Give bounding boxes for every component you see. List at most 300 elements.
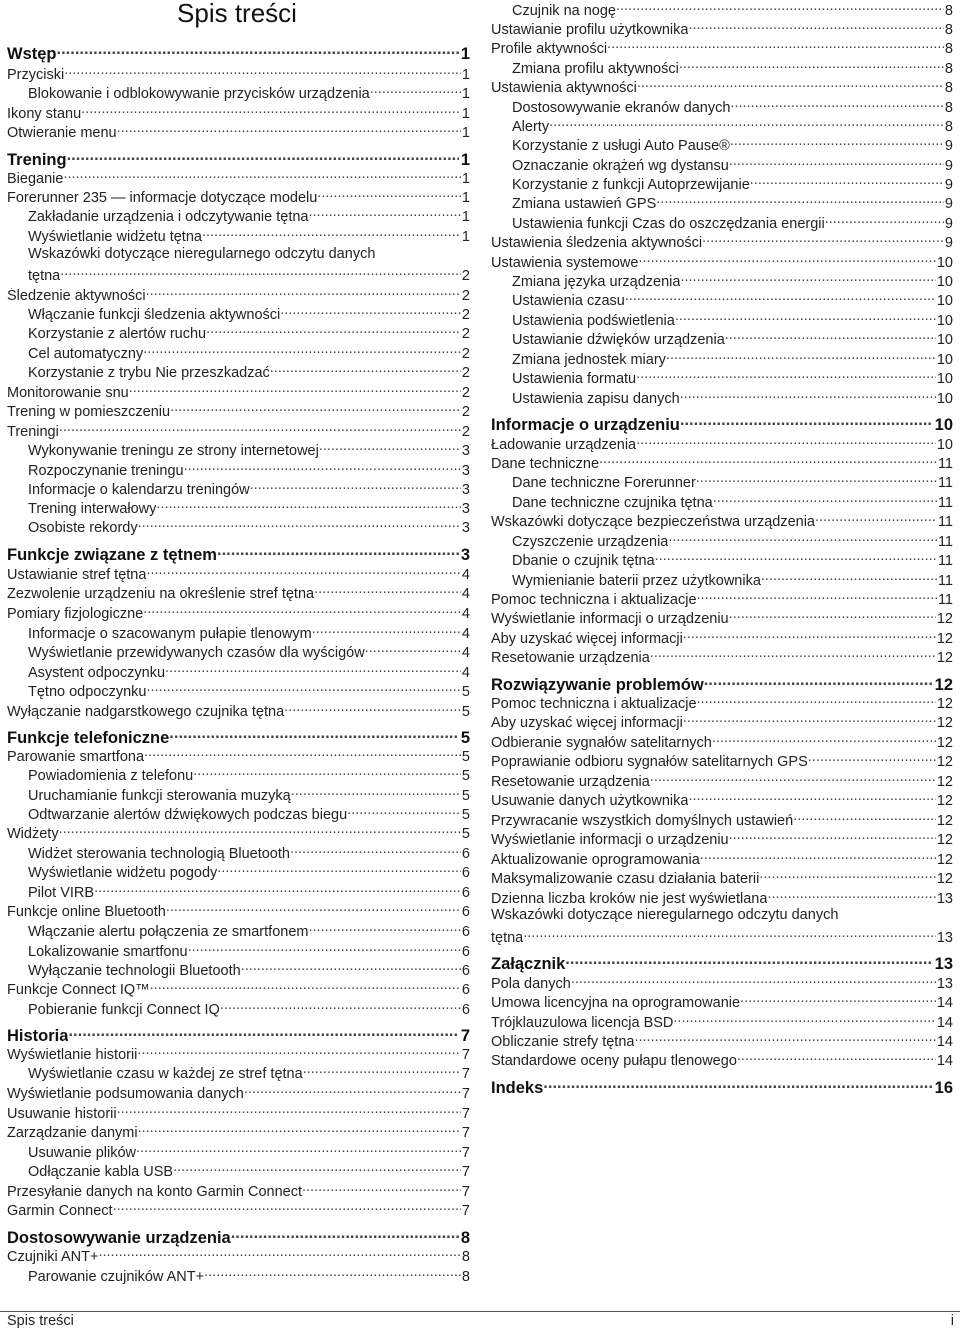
- toc-entry-link[interactable]: [7, 701, 470, 721]
- toc-dot-leader: [688, 19, 943, 34]
- toc-entry-link[interactable]: [491, 810, 953, 830]
- toc-entry-link[interactable]: [7, 823, 470, 843]
- toc-entry-link[interactable]: [28, 642, 470, 662]
- toc-entry-link[interactable]: [491, 751, 953, 771]
- toc-entry-link[interactable]: [7, 1103, 470, 1123]
- toc-dot-leader: [250, 479, 461, 494]
- toc-entry-link[interactable]: [28, 206, 470, 226]
- toc-entry-link[interactable]: [512, 531, 953, 551]
- toc-entry-title: Trening: [7, 150, 67, 169]
- toc-page-number: 11: [937, 513, 953, 530]
- toc-entry-link[interactable]: [28, 440, 470, 460]
- toc-dot-leader: [523, 927, 936, 942]
- toc-entry-link[interactable]: [512, 368, 953, 388]
- toc-entry-title: Wymienianie baterii przez użytkownika: [512, 572, 761, 589]
- toc-dot-leader: [697, 693, 936, 708]
- toc-page-number: 6: [461, 1001, 470, 1018]
- toc-entry-link[interactable]: [512, 290, 953, 310]
- toc-entry-link[interactable]: [28, 785, 470, 805]
- toc-entry-title: Ustawienia aktywności: [491, 79, 637, 96]
- toc-dot-leader: [759, 868, 935, 883]
- toc-dot-leader: [668, 531, 937, 546]
- toc-page-number: 1: [461, 105, 470, 122]
- toc-page-number: 5: [461, 806, 470, 823]
- toc-page-number: 12: [936, 792, 953, 809]
- toc-entry-title: Wstęp: [7, 44, 57, 63]
- toc-entry-title: Aktualizowanie oprogramowania: [491, 851, 700, 868]
- toc-entry-link[interactable]: [28, 265, 470, 285]
- toc-entry-link[interactable]: [512, 116, 953, 136]
- toc-dot-leader: [638, 252, 935, 267]
- toc-page-number: 11: [937, 494, 953, 511]
- toc-dot-leader: [169, 726, 459, 743]
- toc-section-link[interactable]: [7, 726, 470, 748]
- toc-dot-leader: [204, 1266, 461, 1281]
- toc-section-link[interactable]: [7, 1024, 470, 1046]
- toc-entry-link[interactable]: [512, 472, 953, 492]
- toc-entry-link[interactable]: [512, 135, 953, 155]
- toc-entry-link[interactable]: [28, 1161, 470, 1181]
- toc-dot-leader: [370, 83, 461, 98]
- toc-dot-leader: [683, 628, 936, 643]
- toc-dot-leader: [702, 232, 944, 247]
- toc-entry-link[interactable]: [491, 453, 953, 473]
- toc-dot-leader: [165, 662, 461, 677]
- toc-dot-leader: [314, 583, 461, 598]
- toc-entry-link[interactable]: [491, 1050, 953, 1070]
- toc-dot-leader: [60, 265, 461, 280]
- toc-dot-leader: [98, 1246, 460, 1261]
- toc-entry-link[interactable]: [512, 174, 953, 194]
- toc-page-number: 12: [936, 773, 953, 790]
- toc-entry-title: Widżety: [7, 825, 59, 842]
- toc-dot-leader: [146, 564, 460, 579]
- toc-page-number: 6: [461, 845, 470, 862]
- toc-entry-link[interactable]: [491, 19, 953, 39]
- toc-dot-leader: [625, 290, 936, 305]
- toc-entry-link[interactable]: [491, 732, 953, 752]
- toc-entry-title: Poprawianie odbioru sygnałów satelitarnych GPS: [491, 753, 808, 770]
- toc-entry-link[interactable]: [512, 570, 953, 590]
- footer-divider: [0, 1311, 960, 1312]
- toc-entry-link[interactable]: [28, 1266, 470, 1286]
- toc-page-number: 12: [936, 649, 953, 666]
- toc-entry-title: Ikony stanu: [7, 105, 82, 122]
- toc-entry-link[interactable]: [7, 901, 470, 921]
- toc-page-number: 10: [936, 370, 953, 387]
- toc-section-link[interactable]: [491, 413, 953, 435]
- toc-entry-link[interactable]: [512, 58, 953, 78]
- toc-entry-link[interactable]: [491, 927, 953, 947]
- toc-dot-leader: [117, 122, 461, 137]
- toc-entry-link[interactable]: [7, 1246, 470, 1266]
- toc-dot-leader: [143, 343, 461, 358]
- toc-entry-link[interactable]: [28, 662, 470, 682]
- toc-dot-leader: [697, 589, 937, 604]
- toc-entry-link[interactable]: [28, 1063, 470, 1083]
- toc-entry-title: Korzystanie z trybu Nie przeszkadzać: [28, 364, 270, 381]
- toc-entry-title: Ustawianie profilu użytkownika: [491, 21, 689, 38]
- toc-dot-leader: [725, 329, 936, 344]
- toc-entry-title: Dane techniczne czujnika tętna: [512, 494, 713, 511]
- toc-entry-link[interactable]: [28, 1142, 470, 1162]
- toc-dot-leader: [166, 901, 461, 916]
- toc-entry-title: Otwieranie menu: [7, 124, 117, 141]
- toc-entry-link[interactable]: [28, 960, 470, 980]
- toc-entry-link[interactable]: [7, 103, 470, 123]
- toc-entry-title: Informacje o szacowanym pułapie tlenowym: [28, 625, 312, 642]
- toc-entry-link[interactable]: [491, 1031, 953, 1051]
- toc-entry-link[interactable]: [512, 349, 953, 369]
- toc-entry-link[interactable]: [491, 77, 953, 97]
- toc-page-number: 14: [936, 1033, 953, 1050]
- toc-page-number: 9: [944, 176, 953, 193]
- toc-section-link[interactable]: [7, 42, 470, 64]
- toc-entry-title: Usuwanie plików: [28, 1144, 136, 1161]
- toc-entry-title: Parowanie czujników ANT+: [28, 1268, 205, 1285]
- toc-page-number: 7: [461, 1183, 470, 1200]
- toc-page-number: 8: [944, 40, 953, 57]
- toc-page-number: 14: [936, 1052, 953, 1069]
- toc-entry-link[interactable]: [512, 213, 953, 233]
- toc-dot-leader: [57, 42, 459, 59]
- toc-page-number: 5: [461, 748, 470, 765]
- toc-entry-title: Wyłączanie technologii Bluetooth: [28, 962, 241, 979]
- toc-entry-link[interactable]: [512, 329, 953, 349]
- toc-entry-link[interactable]: [28, 843, 470, 863]
- toc-entry-link[interactable]: [512, 0, 953, 20]
- toc-entry-wrapped-text: Wskazówki dotyczące nieregularnego odczytu danych: [491, 907, 839, 923]
- toc-entry-wrapped-text: Wskazówki dotyczące nieregularnego odczytu danych: [28, 246, 376, 262]
- toc-dot-leader: [655, 550, 937, 565]
- toc-section-link[interactable]: [491, 952, 953, 974]
- toc-entry-link[interactable]: [28, 498, 470, 518]
- toc-dot-leader: [679, 58, 944, 73]
- toc-dot-leader: [312, 623, 461, 638]
- toc-page-number: 12: [936, 753, 953, 770]
- toc-entry-link[interactable]: [7, 564, 470, 584]
- toc-dot-leader: [713, 492, 937, 507]
- toc-entry-link[interactable]: [28, 479, 470, 499]
- toc-dot-leader: [302, 1181, 461, 1196]
- toc-dot-leader: [680, 271, 935, 286]
- toc-entry-title: Trójklauzulowa licencja BSD: [491, 1014, 674, 1031]
- toc-page-number: 1: [460, 44, 470, 63]
- toc-entry-title: Dane techniczne Forerunner: [512, 474, 696, 491]
- toc-entry-link[interactable]: [7, 401, 470, 421]
- toc-page-number: 7: [461, 1105, 470, 1122]
- toc-entry-link[interactable]: [491, 647, 953, 667]
- toc-entry-title: Wyświetlanie widżetu pogody: [28, 864, 218, 881]
- toc-entry-title: Korzystanie z funkcji Autoprzewijanie: [512, 176, 750, 193]
- toc-entry-link[interactable]: [491, 232, 953, 252]
- toc-entry-title: Aby uzyskać więcej informacji: [491, 630, 683, 647]
- toc-section-link[interactable]: [7, 1226, 470, 1248]
- toc-entry-link[interactable]: [7, 746, 470, 766]
- toc-page-number: 2: [461, 287, 470, 304]
- toc-page-number: 12: [936, 610, 953, 627]
- toc-entry-link[interactable]: [28, 681, 470, 701]
- toc-dot-leader: [607, 38, 944, 53]
- toc-page-number: 11: [937, 474, 953, 491]
- toc-entry-link[interactable]: [7, 979, 470, 999]
- toc-dot-leader: [636, 434, 936, 449]
- toc-dot-leader: [634, 1031, 935, 1046]
- toc-entry-title: tętna: [491, 929, 524, 946]
- toc-entry-link[interactable]: [28, 804, 470, 824]
- toc-entry-link[interactable]: [491, 511, 953, 531]
- toc-entry-title: Przywracanie wszystkich domyślnych ustawień: [491, 812, 794, 829]
- toc-entry-link[interactable]: [7, 187, 470, 207]
- toc-entry-title: Korzystanie z alertów ruchu: [28, 325, 207, 342]
- toc-entry-link[interactable]: [512, 155, 953, 175]
- toc-section-link[interactable]: [7, 543, 470, 565]
- toc-entry-link[interactable]: [7, 122, 470, 142]
- toc-page-number: 7: [461, 1144, 470, 1161]
- toc-page-number: 8: [944, 99, 953, 116]
- toc-entry-link[interactable]: [28, 941, 470, 961]
- toc-entry-link[interactable]: [28, 323, 470, 343]
- toc-dot-leader: [656, 193, 944, 208]
- toc-page-number: 11: [937, 455, 953, 472]
- toc-dot-leader: [143, 603, 461, 618]
- toc-page-number: 4: [461, 625, 470, 642]
- toc-dot-leader: [284, 701, 461, 716]
- toc-page-number: 2: [461, 306, 470, 323]
- toc-entry-title: Ustawianie stref tętna: [7, 566, 147, 583]
- toc-entry-link[interactable]: [7, 1181, 470, 1201]
- toc-page-number: 2: [461, 384, 470, 401]
- toc-page-number: 5: [461, 683, 470, 700]
- toc-entry-link[interactable]: [7, 1122, 470, 1142]
- toc-entry-link[interactable]: [7, 168, 470, 188]
- toc-page-number: 10: [936, 331, 953, 348]
- toc-entry-link[interactable]: [491, 992, 953, 1012]
- toc-entry-title: Cel automatyczny: [28, 345, 144, 362]
- toc-entry-link[interactable]: [491, 1012, 953, 1032]
- toc-entry-title: Zmiana ustawień GPS: [512, 195, 657, 212]
- toc-entry-title: Pobieranie funkcji Connect IQ: [28, 1001, 220, 1018]
- toc-entry-title: Monitorowanie snu: [7, 384, 129, 401]
- toc-entry-link[interactable]: [491, 712, 953, 732]
- toc-dot-leader: [280, 304, 461, 319]
- toc-entry-link[interactable]: [7, 64, 470, 84]
- toc-dot-leader: [244, 1083, 461, 1098]
- toc-entry-title: Wyświetlanie informacji o urządzeniu: [491, 831, 729, 848]
- toc-entry-title: Historia: [7, 1026, 69, 1045]
- toc-entry-title: Trening interwałowy: [28, 500, 157, 517]
- toc-entry-link[interactable]: [491, 434, 953, 454]
- toc-dot-leader: [94, 882, 461, 897]
- toc-entry-title: Indeks: [491, 1078, 544, 1097]
- toc-entry-title: Dostosowywanie urządzenia: [7, 1228, 231, 1247]
- toc-page-number: 8: [461, 1248, 470, 1265]
- toc-entry-link[interactable]: [7, 1044, 470, 1064]
- toc-dot-leader: [636, 368, 936, 383]
- toc-dot-leader: [683, 712, 936, 727]
- toc-page-number: 12: [936, 870, 953, 887]
- toc-section-link[interactable]: [491, 673, 953, 695]
- toc-entry-link[interactable]: [28, 517, 470, 537]
- toc-page-number: 8: [944, 21, 953, 38]
- toc-entry-title: Zakładanie urządzenia i odczytywanie tętna: [28, 208, 309, 225]
- toc-entry-link[interactable]: [512, 271, 953, 291]
- toc-entry-link[interactable]: [28, 882, 470, 902]
- toc-page-number: 6: [461, 962, 470, 979]
- toc-dot-leader: [793, 810, 936, 825]
- toc-entry-link[interactable]: [512, 492, 953, 512]
- toc-entry-link[interactable]: [28, 362, 470, 382]
- toc-page-number: 13: [936, 890, 953, 907]
- toc-entry-title: Wyświetlanie podsumowania danych: [7, 1085, 244, 1102]
- toc-entry-link[interactable]: [512, 310, 953, 330]
- toc-entry-title: Ustawienia śledzenia aktywności: [491, 234, 703, 251]
- toc-entry-link[interactable]: [491, 38, 953, 58]
- toc-entry-title: Ustawienia funkcji Czas do oszczędzania energii: [512, 215, 825, 232]
- toc-dot-leader: [761, 570, 937, 585]
- toc-entry-title: Aby uzyskać więcej informacji: [491, 714, 683, 731]
- toc-section-link[interactable]: [7, 148, 470, 170]
- toc-entry-title: Forerunner 235 — informacje dotyczące modelu: [7, 189, 318, 206]
- toc-page-number: 16: [934, 1078, 953, 1097]
- toc-entry-title: tętna: [28, 267, 61, 284]
- toc-entry-title: Resetowanie urządzenia: [491, 649, 650, 666]
- toc-dot-leader: [291, 785, 461, 800]
- toc-entry-link[interactable]: [491, 888, 953, 908]
- toc-page-number: 10: [936, 351, 953, 368]
- toc-entry-title: Ładowanie urządzenia: [491, 436, 637, 453]
- toc-entry-link[interactable]: [491, 849, 953, 869]
- toc-entry-link[interactable]: [512, 193, 953, 213]
- toc-entry-link[interactable]: [7, 583, 470, 603]
- toc-entry-title: Informacje o urządzeniu: [491, 415, 680, 434]
- toc-entry-link[interactable]: [7, 285, 470, 305]
- toc-entry-title: Standardowe oceny pułapu tlenowego: [491, 1052, 737, 1069]
- toc-dot-leader: [815, 511, 937, 526]
- toc-dot-leader: [740, 992, 936, 1007]
- toc-entry-link[interactable]: [7, 382, 470, 402]
- toc-page-number: 10: [936, 436, 953, 453]
- toc-section-link[interactable]: [491, 1076, 953, 1098]
- toc-entry-title: Dane techniczne: [491, 455, 600, 472]
- toc-page-number: 6: [461, 923, 470, 940]
- toc-dot-leader: [599, 453, 937, 468]
- toc-page-number: 9: [944, 137, 953, 154]
- toc-dot-leader: [150, 979, 461, 994]
- toc-page-number: 2: [461, 403, 470, 420]
- toc-entry-link[interactable]: [491, 868, 953, 888]
- toc-entry-title: Informacje o kalendarzu treningów: [28, 481, 250, 498]
- toc-entry-title: Wyświetlanie widżetu tętna: [28, 228, 202, 245]
- toc-page-number: 8: [461, 1268, 470, 1285]
- toc-dot-leader: [730, 135, 944, 150]
- toc-page-number: 11: [937, 552, 953, 569]
- toc-page-number: 7: [461, 1124, 470, 1141]
- toc-entry-title: Ustawienia systemowe: [491, 254, 639, 271]
- toc-page-number: 3: [461, 519, 470, 536]
- toc-dot-leader: [217, 543, 459, 560]
- toc-entry-link[interactable]: [28, 83, 470, 103]
- toc-entry-link[interactable]: [28, 862, 470, 882]
- toc-entry-link[interactable]: [28, 623, 470, 643]
- toc-entry-title: Maksymalizowanie czasu działania baterii: [491, 870, 760, 887]
- toc-dot-leader: [117, 1103, 461, 1118]
- toc-dot-leader: [184, 460, 461, 475]
- toc-entry-link[interactable]: [28, 921, 470, 941]
- toc-entry-link[interactable]: [512, 388, 953, 408]
- toc-entry-link[interactable]: [7, 1200, 470, 1220]
- toc-entry-title: Wykonywanie treningu ze strony internetowej: [28, 442, 319, 459]
- toc-entry-link[interactable]: [491, 693, 953, 713]
- toc-entry-link[interactable]: [28, 343, 470, 363]
- toc-dot-leader: [231, 1226, 459, 1243]
- toc-entry-link[interactable]: [512, 550, 953, 570]
- toc-entry-link[interactable]: [491, 252, 953, 272]
- toc-entry-title: Usuwanie historii: [7, 1105, 117, 1122]
- toc-entry-title: Wyświetlanie informacji o urządzeniu: [491, 610, 729, 627]
- toc-dot-leader: [188, 941, 461, 956]
- toc-dot-leader: [675, 310, 936, 325]
- toc-dot-leader: [616, 0, 944, 15]
- toc-page-number: 13: [934, 954, 953, 973]
- toc-dot-leader: [63, 168, 460, 183]
- toc-entry-title: Włączanie funkcji śledzenia aktywności: [28, 306, 281, 323]
- toc-page-number: 2: [461, 364, 470, 381]
- toc-entry-link[interactable]: [28, 999, 470, 1019]
- toc-entry-title: Osobiste rekordy: [28, 519, 138, 536]
- toc-dot-leader: [309, 206, 461, 221]
- toc-entry-link[interactable]: [7, 1083, 470, 1103]
- toc-entry-link[interactable]: [28, 765, 470, 785]
- toc-dot-leader: [712, 732, 936, 747]
- toc-entry-link[interactable]: [491, 589, 953, 609]
- toc-page-number: 12: [934, 675, 953, 694]
- toc-page-number: 1: [461, 170, 470, 187]
- toc-entry-title: Ustawienia formatu: [512, 370, 637, 387]
- toc-entry-link[interactable]: [491, 771, 953, 791]
- toc-entry-title: Alerty: [512, 118, 550, 135]
- toc-entry-title: Powiadomienia z telefonu: [28, 767, 194, 784]
- toc-dot-leader: [704, 673, 933, 690]
- toc-entry-title: Odłączanie kabla USB: [28, 1163, 174, 1180]
- toc-entry-link[interactable]: [512, 97, 953, 117]
- toc-page-number: 3: [461, 481, 470, 498]
- toc-dot-leader: [680, 388, 936, 403]
- toc-dot-leader: [64, 64, 461, 79]
- toc-entry-title: Dostosowywanie ekranów danych: [512, 99, 731, 116]
- toc-dot-leader: [688, 790, 935, 805]
- toc-entry-link[interactable]: [491, 829, 953, 849]
- toc-entry-link[interactable]: [28, 226, 470, 246]
- toc-dot-leader: [270, 362, 461, 377]
- toc-entry-link[interactable]: [491, 790, 953, 810]
- toc-entry-link[interactable]: [7, 603, 470, 623]
- toc-entry-link[interactable]: [7, 421, 470, 441]
- toc-dot-leader: [303, 1063, 461, 1078]
- toc-page-number: 4: [461, 605, 470, 622]
- toc-entry-title: Resetowanie urządzenia: [491, 773, 650, 790]
- toc-dot-leader: [730, 97, 944, 112]
- toc-entry-link[interactable]: [491, 973, 953, 993]
- toc-entry-link[interactable]: [28, 304, 470, 324]
- toc-entry-link[interactable]: [491, 608, 953, 628]
- toc-entry-link[interactable]: [28, 460, 470, 480]
- toc-dot-leader: [217, 862, 461, 877]
- toc-dot-leader: [650, 771, 936, 786]
- toc-entry-title: Parowanie smartfona: [7, 748, 145, 765]
- toc-entry-link[interactable]: [491, 628, 953, 648]
- toc-page-number: 11: [937, 533, 953, 550]
